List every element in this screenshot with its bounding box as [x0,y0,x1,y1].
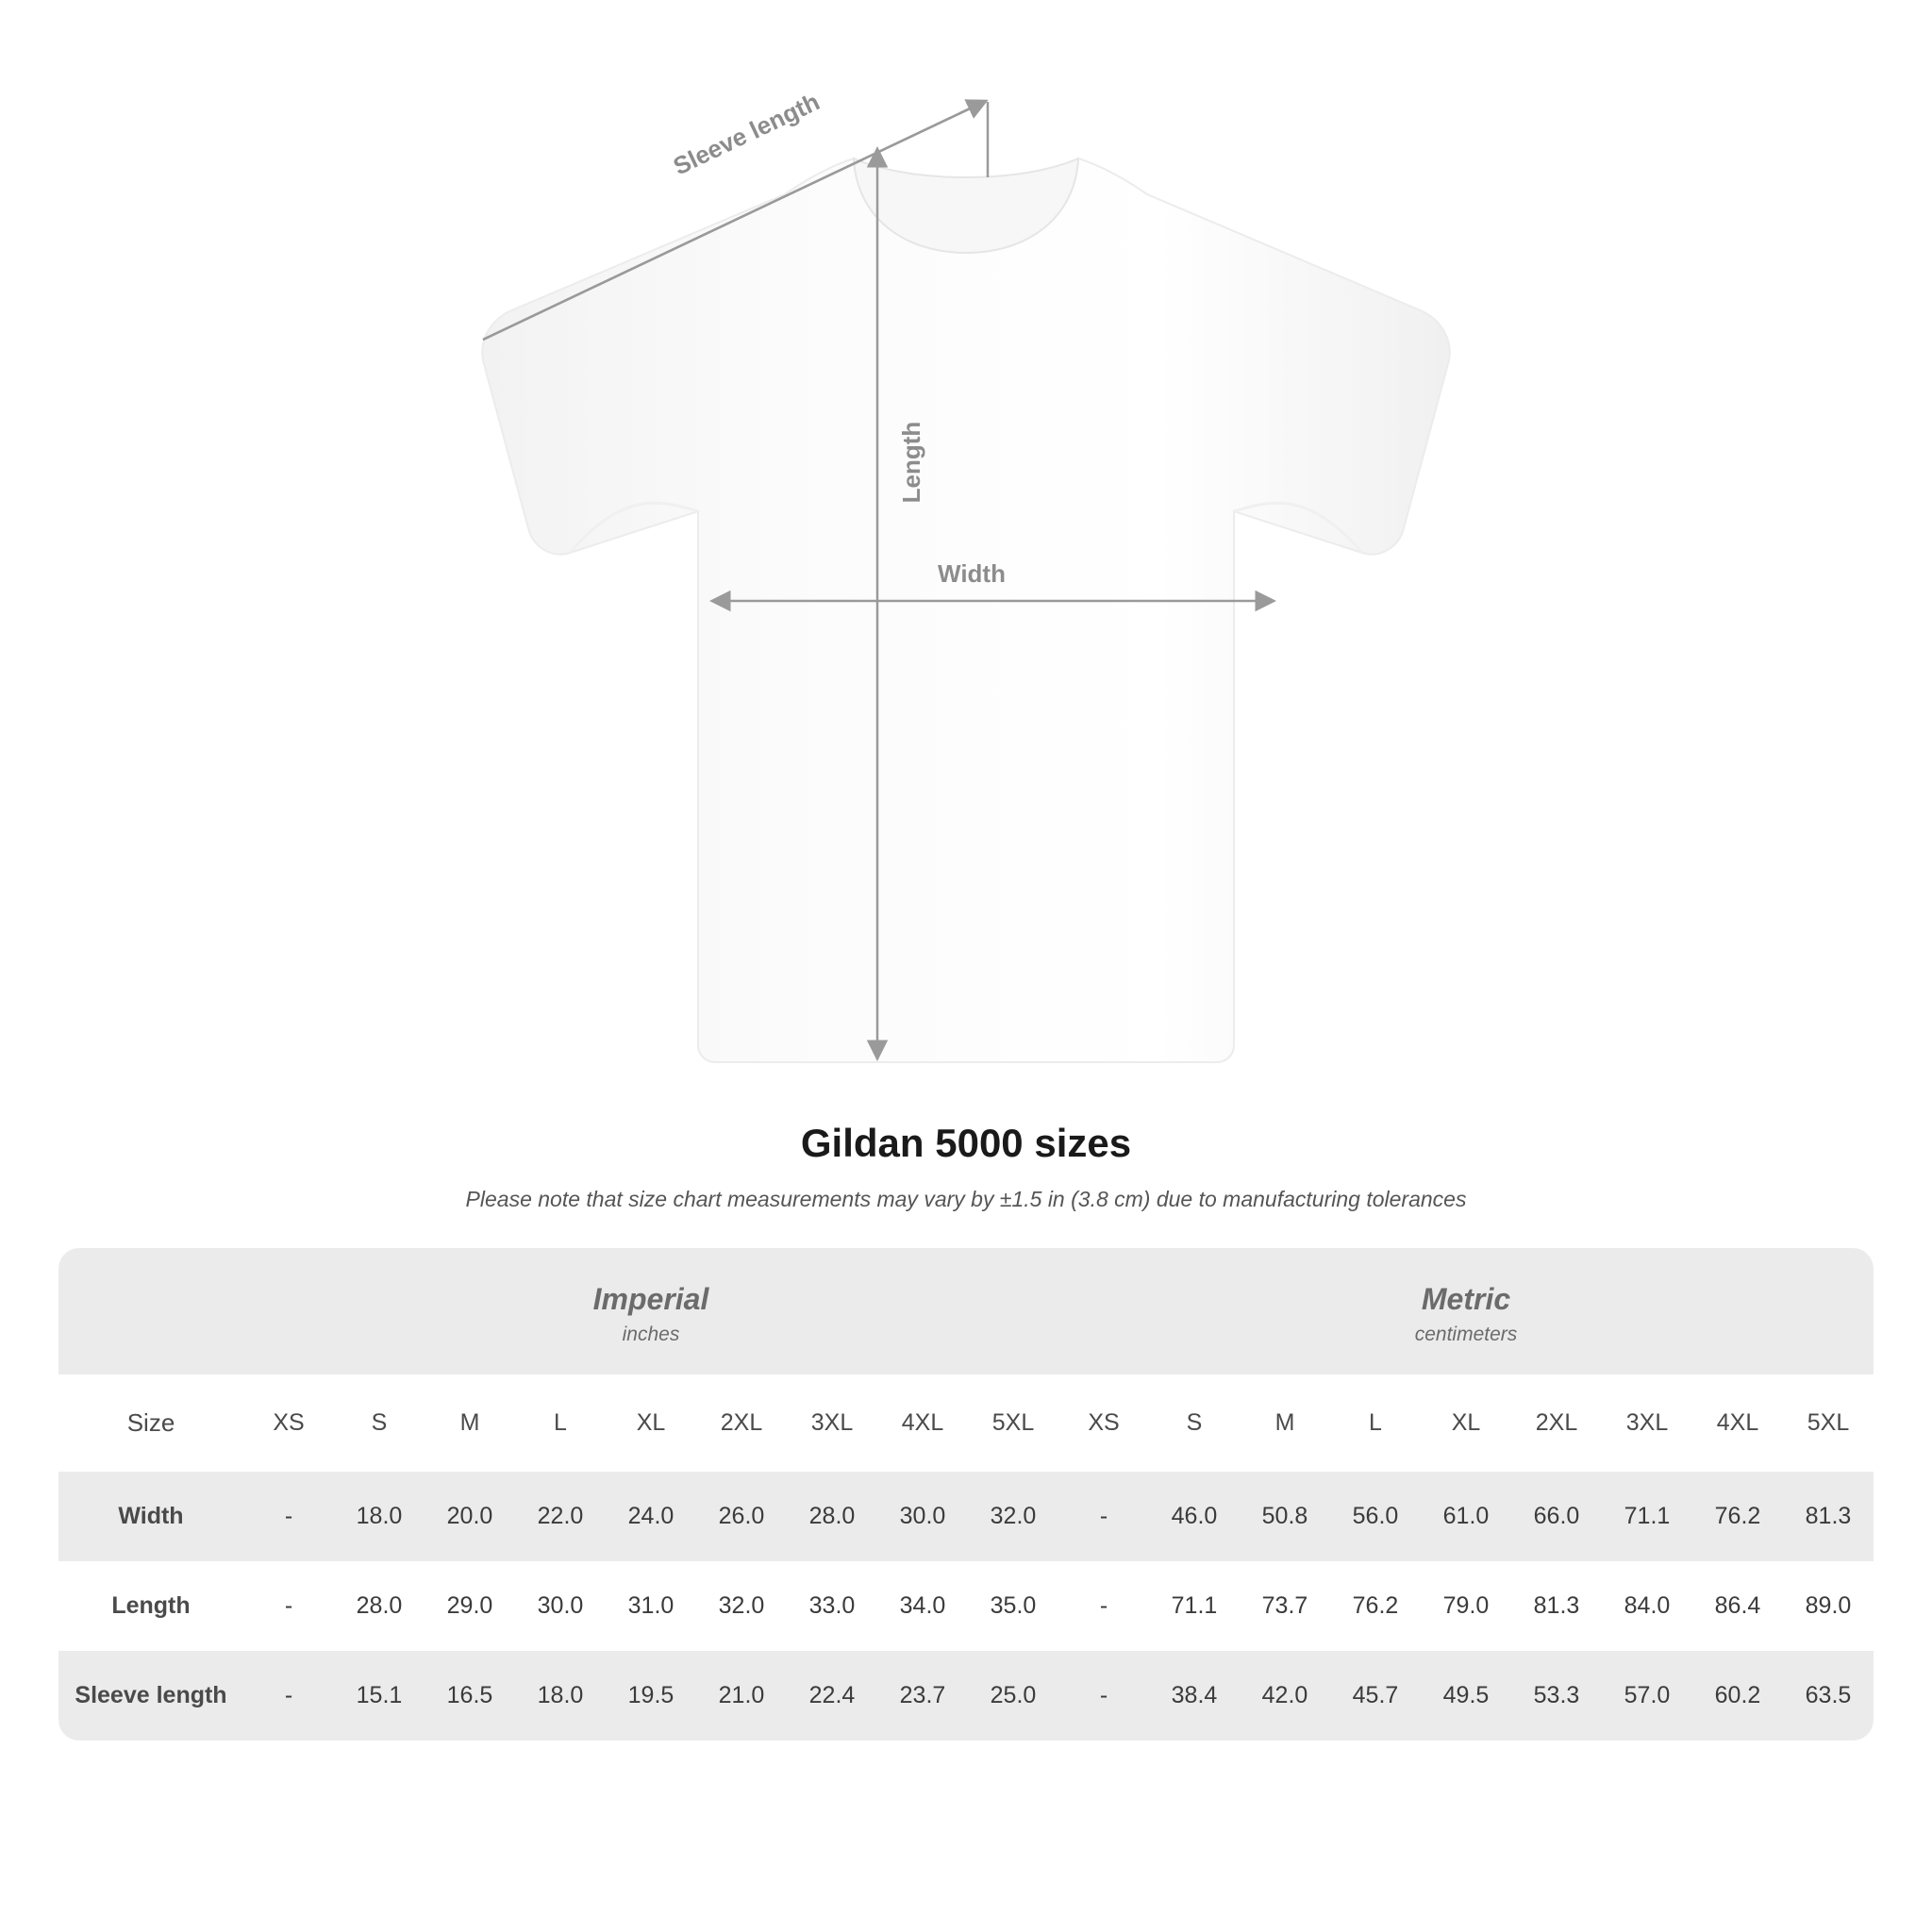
sleeve-imperial-2xl: 21.0 [696,1651,787,1740]
length-label: Length [897,421,925,504]
length-metric-xs: - [1058,1561,1149,1651]
width-metric-m: 50.8 [1240,1472,1330,1561]
width-imperial-xs: - [243,1472,334,1561]
width-imperial-5xl: 32.0 [968,1472,1058,1561]
length-metric-3xl: 84.0 [1602,1561,1692,1651]
width-imperial-s: 18.0 [334,1472,425,1561]
tolerance-note: Please note that size chart measurements may vary by ±1.5 in (3.8 cm) due to manufacturing tolerances [465,1187,1467,1211]
row-label-sleeve-length: Sleeve length [58,1651,243,1740]
header-size-imperial-5xl: 5XL [968,1374,1058,1472]
sleeve-metric-xl: 49.5 [1421,1651,1511,1740]
sleeve-length-label: Sleeve length [668,87,824,181]
length-imperial-m: 29.0 [425,1561,515,1651]
chart-heading [0,1121,1932,1212]
header-size-imperial-s: S [334,1374,425,1472]
width-label: Width [938,559,1006,588]
width-metric-xs: - [1058,1472,1149,1561]
size-table [58,1248,1874,1740]
sleeve-imperial-3xl: 22.4 [787,1651,877,1740]
sleeve-imperial-4xl: 23.7 [877,1651,968,1740]
size-header-row [58,1374,1874,1472]
length-metric-l: 76.2 [1330,1561,1421,1651]
width-imperial-m: 20.0 [425,1472,515,1561]
length-imperial-5xl: 35.0 [968,1561,1058,1651]
header-size-metric-s: S [1149,1374,1240,1472]
header-size-imperial-3xl: 3XL [787,1374,877,1472]
width-metric-5xl: 81.3 [1783,1472,1874,1561]
length-imperial-xs: - [243,1561,334,1651]
sleeve-metric-m: 42.0 [1240,1651,1330,1740]
length-metric-4xl: 86.4 [1692,1561,1783,1651]
length-metric-5xl: 89.0 [1783,1561,1874,1651]
length-imperial-l: 30.0 [515,1561,606,1651]
header-size-imperial-l: L [515,1374,606,1472]
header-size-imperial-m: M [425,1374,515,1472]
sleeve-metric-l: 45.7 [1330,1651,1421,1740]
length-imperial-3xl: 33.0 [787,1561,877,1651]
table-row [58,1651,1874,1740]
sleeve-metric-4xl: 60.2 [1692,1651,1783,1740]
length-metric-m: 73.7 [1240,1561,1330,1651]
size-table-wrapper [58,1248,1874,1740]
row-label-width: Width [58,1472,243,1561]
sleeve-imperial-xs: - [243,1651,334,1740]
unit-band-row [58,1248,1874,1374]
sleeve-metric-s: 38.4 [1149,1651,1240,1740]
unit-band-spacer [58,1248,243,1374]
width-imperial-xl: 24.0 [606,1472,696,1561]
width-imperial-3xl: 28.0 [787,1472,877,1561]
unit-cell-metric [1058,1248,1874,1374]
width-imperial-4xl: 30.0 [877,1472,968,1561]
sleeve-imperial-s: 15.1 [334,1651,425,1740]
width-metric-s: 46.0 [1149,1472,1240,1561]
length-metric-2xl: 81.3 [1511,1561,1602,1651]
sleeve-imperial-5xl: 25.0 [968,1651,1058,1740]
row-label-length: Length [58,1561,243,1651]
header-size-label: Size [58,1374,243,1472]
width-imperial-l: 22.0 [515,1472,606,1561]
length-imperial-s: 28.0 [334,1561,425,1651]
length-metric-xl: 79.0 [1421,1561,1511,1651]
tshirt-shape [482,158,1450,1062]
width-metric-xl: 61.0 [1421,1472,1511,1561]
header-size-imperial-xl: XL [606,1374,696,1472]
table-row [58,1561,1874,1651]
width-metric-4xl: 76.2 [1692,1472,1783,1561]
width-metric-2xl: 66.0 [1511,1472,1602,1561]
length-imperial-xl: 31.0 [606,1561,696,1651]
sleeve-imperial-l: 18.0 [515,1651,606,1740]
header-size-metric-3xl: 3XL [1602,1374,1692,1472]
length-imperial-2xl: 32.0 [696,1561,787,1651]
unit-cell-imperial [243,1248,1058,1374]
sleeve-metric-5xl: 63.5 [1783,1651,1874,1740]
page-title: Gildan 5000 sizes [800,1121,1132,1165]
header-size-metric-5xl: 5XL [1783,1374,1874,1472]
header-size-metric-xs: XS [1058,1374,1149,1472]
sleeve-metric-3xl: 57.0 [1602,1651,1692,1740]
header-size-metric-m: M [1240,1374,1330,1472]
width-metric-3xl: 71.1 [1602,1472,1692,1561]
header-size-metric-4xl: 4XL [1692,1374,1783,1472]
unit-sub-imperial: inches [622,1324,680,1345]
unit-sub-metric: centimeters [1414,1324,1518,1345]
width-imperial-2xl: 26.0 [696,1472,787,1561]
sleeve-imperial-m: 16.5 [425,1651,515,1740]
width-metric-l: 56.0 [1330,1472,1421,1561]
header-size-metric-xl: XL [1421,1374,1511,1472]
length-imperial-4xl: 34.0 [877,1561,968,1651]
sleeve-imperial-xl: 19.5 [606,1651,696,1740]
header-size-metric-2xl: 2XL [1511,1374,1602,1472]
header-size-imperial-4xl: 4XL [877,1374,968,1472]
header-size-metric-l: L [1330,1374,1421,1472]
header-size-imperial-xs: XS [243,1374,334,1472]
length-metric-s: 71.1 [1149,1561,1240,1651]
header-size-imperial-2xl: 2XL [696,1374,787,1472]
sleeve-metric-2xl: 53.3 [1511,1651,1602,1740]
sleeve-metric-xs: - [1058,1651,1149,1740]
unit-name-imperial: Imperial [592,1282,709,1316]
table-row [58,1472,1874,1561]
unit-name-metric: Metric [1421,1282,1511,1316]
